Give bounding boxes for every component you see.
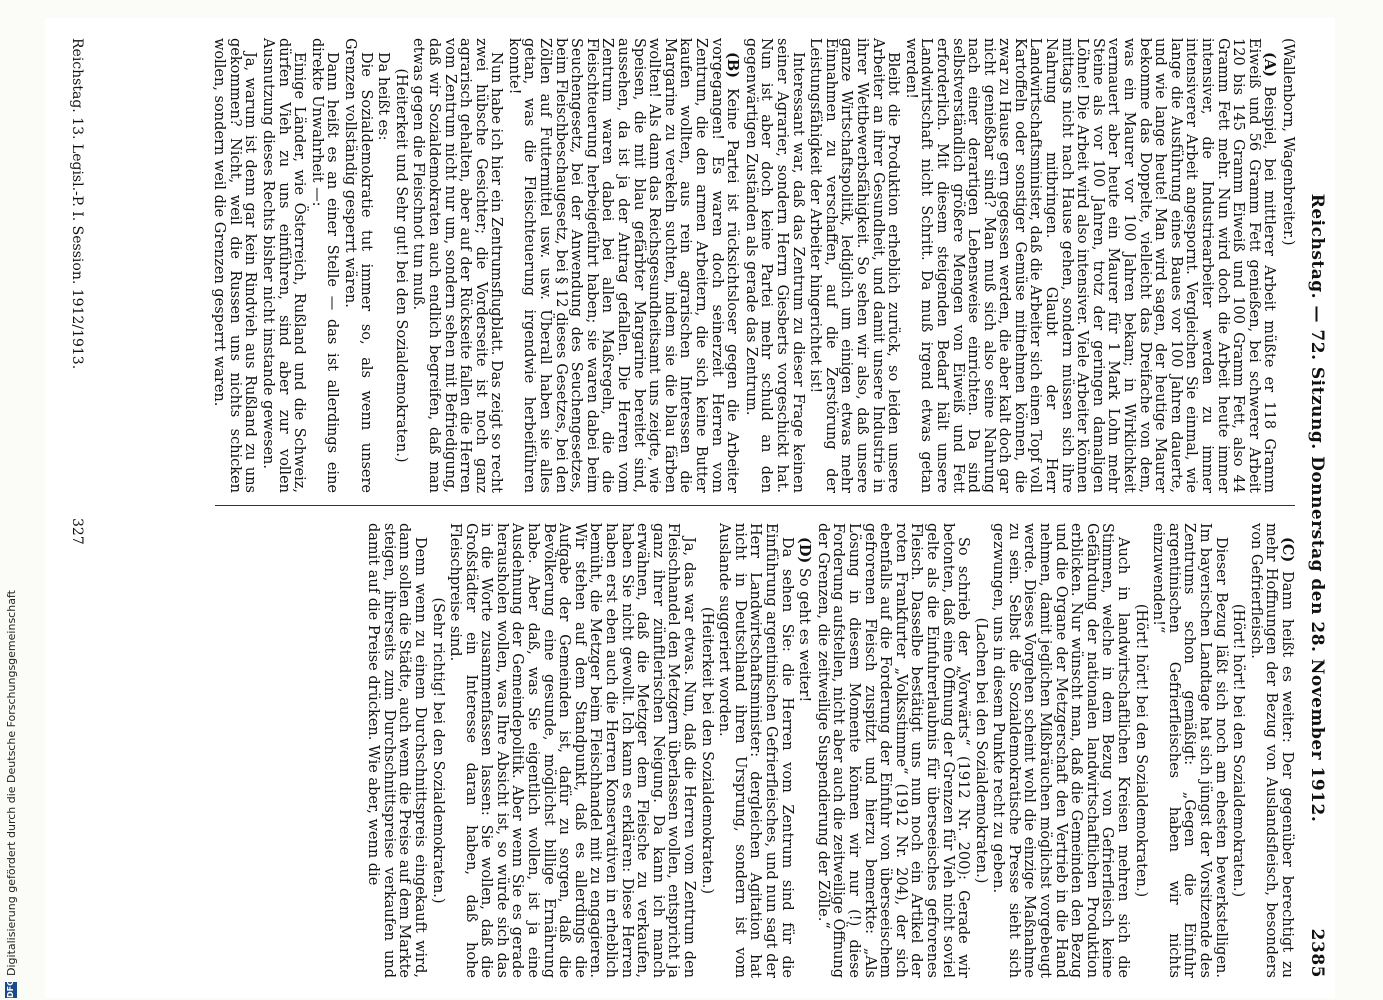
paragraph <box>716 523 794 978</box>
paragraph <box>365 523 427 978</box>
interjection <box>1132 523 1148 978</box>
paragraph-text: (Wallenborn, Wagenbreiter.) <box>1280 38 1296 246</box>
paragraph-text: (Hört! hört! bei den Sozialdemokraten.) <box>1132 603 1149 898</box>
section-marker: (D) <box>796 537 814 564</box>
page-title: Reichstag. — 72. Sitzung. Donnerstag den 28. November 1912. <box>1307 193 1327 823</box>
paragraph-text: Auch in landwirtschaftlichen Kreisen mehren sich die Stimmen, welche in dem Bezug von Gefrierfleisch keine Gefährdung der nationalen landwirtschaftlichen Produktion erblicken. Nur wünscht man, daß die Gemeinden den Bezug und die Organe der Metzgerschaft den Vertrieb in die Hand nehmen, damit jeglichen Mißbräuchen möglichst vorgebeugt werde. Dieses Vorgehen scheint wohl die einzige Maßnahme zu sein. Selbst die Sozialdemokratische Presse sieht sich gezwungen, uns in diesem Punkte recht zu geben. <box>990 523 1132 978</box>
paragraph-text: (Heiterkeit und Sehr gut! bei den Sozialdemokraten.) <box>392 68 409 463</box>
paragraph <box>447 523 697 978</box>
dfg-logo: DFG <box>6 979 15 998</box>
paragraph <box>902 38 1277 493</box>
paragraph-text: Dann heißt es an einer Stelle — das ist allerdings eine direkte Unwahrheit —: <box>308 38 341 493</box>
paragraph-text: (Sehr richtig! bei den Sozialdemokraten.) <box>429 597 446 904</box>
paragraph <box>796 523 813 978</box>
paragraph <box>259 38 306 493</box>
interjection <box>392 38 408 493</box>
footer-source: Reichstag. 13. Legisl.-P. I. Session. 1912/1913. <box>69 38 85 370</box>
rotated-document-sheet <box>45 18 1335 998</box>
paragraph <box>807 38 901 493</box>
paragraph-text: (Heiterkeit bei den Sozialdemokraten.) <box>698 606 715 895</box>
footer <box>65 38 85 978</box>
interjection <box>429 523 445 978</box>
paragraph <box>1150 523 1228 978</box>
paragraph-text: Einige Länder, wie Österreich, Rußland und die Schweiz, dürfen Vieh zu uns einführen, sind aber zur vollen Ausnutzung dieses Rechts bisher nicht imstande gewesen. <box>260 38 308 493</box>
paragraph <box>375 38 391 493</box>
paragraph-text: Nun habe ich hier ein Zentrumsflugblatt. Das zeigt so recht zwei hübsche Gesichter; die Vorderseite ist noch ganz agrarisch gehalten, aber auf der Rückseite fallen die Herren vom Zentrum nicht nur um, sondern sehen mit Befriedigung, daß wir Sozialdemokraten auch endlich begreifen, daß man etwas gegen die Fleischnot tun muß. <box>410 38 505 493</box>
paragraph-text: Beispiel, bei mittlerer Arbeit müßte er 118 Gramm Eiweiß und 56 Gramm Fett genießen, bei schwerer Arbeit 120 bis 145 Gramm Eiweiß und 100 Gramm Fett, also 44 Gramm Fett mehr. Nun wird doch die Arbeit heute immer intensiver, die Industriearbeiter werden zu immer intensiverer Arbeit angespornt. Vergleichen Sie einmal, wie lange die Ausführung eines Baues vor 100 Jahren dauerte, und wie lange heute! Man wird sagen, der heutige Maurer bekomme das Doppelte, vielleicht das Dreifache von dem, was ein Maurer vor 100 Jahren bekam; in Wirklichkeit vermauert aber heute ein Maurer für 1 Mark Lohn mehr Steine als vor 100 Jahren, trotz der geringen damaligen Löhne! Die Arbeit wird also intensiver. Viele Arbeiter können mittags nicht nach Hause gehen, sondern müssen sich ihre Nahrung mitbringen. Glaubt der Herr Landwirtschaftsminister, daß die Arbeiter sich einen Topf voll Kartoffeln oder sonstiger Gemüse mitnehmen können, die zwar zu Hause gern gegessen werden, die aber kalt doch gar nicht genießbar sind? Man muß sich also seine Nahrung nach einer derartigen Lebensweise einrichten. Da sind selbstverständlich größere Mengen von Eiweiß und Fett erforderlich. Mit diesem steigenden Bedarf hält unsere Landwirtschaft nicht Schritt. Da muß irgend etwas getan werden! <box>902 38 1278 493</box>
interjection <box>972 523 988 978</box>
section-marker: (B) <box>724 52 742 78</box>
paragraph <box>341 38 372 493</box>
funding-notice-text: Digitalisierung gefördert durch die Deutsche Forschungsgemeinschaft <box>4 590 18 976</box>
paragraph-text: So schrieb der „Vorwärts“ (1912 Nr. 200): Gerade wir betonten, daß eine Öffnung der Grenzen für Vieh nicht soviel gelte als die Einfuhrerlaubnis für überseeisches gefrorenes Fleisch. Dasselbe bestätigt uns nun noch ein Artikel der roten Frankfurter „Volksstimme“ (1912 Nr. 204), der sich ebenfalls auf die Forderung der Einfuhr von überseeischem gefrorenen Fleisch zuspitzt und hierzu bemerkte: „Als Lösung in diesem Momente können wir nur (!) diese Forderung aufstellen, nicht aber auch die zeitweilige Öffnung der Grenzen, die zeitweilige Suspendierung der Zölle.“ <box>814 523 972 978</box>
paragraph-text: Bleibt die Produktion erheblich zurück, so leiden unsere Arbeiter an ihrer Gesundheit, und damit unsere Industrie in ihrer Wettbewerbsfähigkeit. So sehen wir also, daß unsere ganze Wirtschaftspolitik, lediglich um einigen etwas mehr Einnahmen zu verschaffen, auf die Zerstörung der Leistungsfähigkeit der Arbeiter hingerichtet ist! <box>807 38 902 493</box>
paragraph-text: (Lachen bei den Sozialdemokraten.) <box>972 617 989 884</box>
paragraph <box>211 38 258 493</box>
paragraph <box>814 523 970 978</box>
paragraph-text: Dieser Bezug läßt sich noch am ehesten bewerkstelligen. Im bayerischen Landtage hat sich jüngst der Vorsitzende des Zentrums schon gemäßigt: „Gegen die Einfuhr argentinischen Gefrierfleisches haben wir nichts einzuwenden!“ <box>1150 523 1229 978</box>
funding-notice <box>4 8 18 998</box>
paragraph <box>308 38 339 493</box>
running-head <box>1301 38 1327 978</box>
paragraph-text: Interessant war, daß das Zentrum zu dieser Frage keinen seiner Agrarier, sondern Herrn Giesberts vorgeschickt hat. Nun ist aber doch keine Partei mehr schuld an den gegenwärtigen Zuständen als gerade das Zentrum. <box>742 38 806 493</box>
paragraph-text: So geht es weiter! <box>796 567 813 703</box>
left-column <box>209 38 1295 493</box>
interjection <box>698 523 714 978</box>
paragraph-text: Ja, das war etwas. Nun, daß die Herren vom Zentrum den Fleischhandel den Metzgern überlassen wollen, entspricht ja ganz ihrer zünftlerischen Neigung. Da kann ich manch erwähnen, daß die Metzger dem Fleische zu verkaufen, haben Sie nicht gewollt. Ich kann es erklären: Diese Herren haben erst eben auch die Herren Konservativen in erheblich bemüht, die Metzger beim Fleischhandel mit zu engagieren. Wir stehen auf dem Standpunkt, daß es allerdings die Aufgabe der Gemeinden ist, dafür zu sorgen, daß die Bevölkerung eine gesunde, möglichst billige Ernährung habe. Aber daß, was Sie eigentlich wollen, ist ja eine Ausdehnung der Gemeindepolitik. Aber wenn Sie es gerade herausholen wollen, was Ihre Absicht ist, so würde sich das in die Worte zusammenfassen lassen: Sie wollen, daß die Großstädter ein Interesse daran haben, daß hohe Fleischpreise sind. <box>447 523 698 978</box>
speaker-line <box>1279 38 1295 493</box>
footer-page-number: 327 <box>69 518 85 545</box>
paragraph-text: Keine Partei ist rücksichtsloser gegen die Arbeiter vorgegangen! Es waren doch seinerzeit Herren vom Zentrum, die den armen Arbeitern, die sich keine Butter kaufen wollten, aus rein agrarischen Interessen die Margarine zu verekeln suchten, indem sie die blau färben wollten! Als dann das Reichsgesundheitsamt uns zeigte, wie Speisen, die mit blau gefärbter Margarine bereitet sind, aussehen, da ist ja der Antrag gefallen. Die Herren vom Zentrum waren dabei bei allen Maßregeln, die die Fleischteuerung herbeigeführt haben; sie waren dabei beim Seuchengesetz, bei der Anwendung des Seuchengesetzes, beim Fleischbeschaugesetz, bei § 12 dieses Gesetzes, bei den Zöllen auf Futtermittel usw. usw. Überall haben sie alles getan, was die Fleischteuerung irgendwie herbeiführen konnte! <box>505 38 741 494</box>
paragraph-text: Denn wenn zu einem Durchschnittspreis eingekauft wird, dann sollen die Städte, auch wenn die Preise auf dem Markte steigen, ihrerseits zum Durchschnittspreise verkaufen und damit auf die Preise drücken. Wie aber, wenn die <box>365 523 428 978</box>
paragraph-text: Dann heißt es weiter: Der gegenüber berechtigt zu mehr Hoffnungen der Bezug von Auslandsfleisch, besonders von Gefrierfleisch. <box>1247 523 1295 978</box>
paragraph <box>505 38 740 493</box>
paragraph <box>410 38 504 493</box>
paragraph <box>990 523 1130 978</box>
page-number: 2385 <box>1307 928 1327 978</box>
paragraph-text: Da heißt es: <box>375 52 392 141</box>
paragraph <box>742 38 804 493</box>
section-marker: (C) <box>1279 537 1296 563</box>
interjection <box>1230 523 1246 978</box>
right-column <box>363 523 1295 978</box>
paragraph <box>1247 523 1295 978</box>
paragraph-text: Ja, warum ist denn gar kein Rindvieh aus Rußland zu uns gekommen? Nicht, weil die Russen uns nichts schicken wollen, sondern weil die Grenzen gesperrt waren. <box>211 38 259 493</box>
paragraph-text: Die Sozialdemokratie tut immer so, als wenn unsere Grenzen vollständig gesperrt wären. <box>341 38 374 493</box>
column-divider <box>215 505 1295 506</box>
paragraph-text: (Hört! hört! bei den Sozialdemokraten.) <box>1230 603 1247 898</box>
section-marker: (A) <box>1261 52 1279 77</box>
paragraph-text: Da sehen Sie: die Herren vom Zentrum sind für die Einführung argentinischen Gefrierfleisches, und nun sagt der Herr Landwirtschaftsminister: dergleichen Agitation hat nicht in Deutschland ihren Ursprung, sondern ist vom Auslande suggeriert worden. <box>716 523 795 978</box>
